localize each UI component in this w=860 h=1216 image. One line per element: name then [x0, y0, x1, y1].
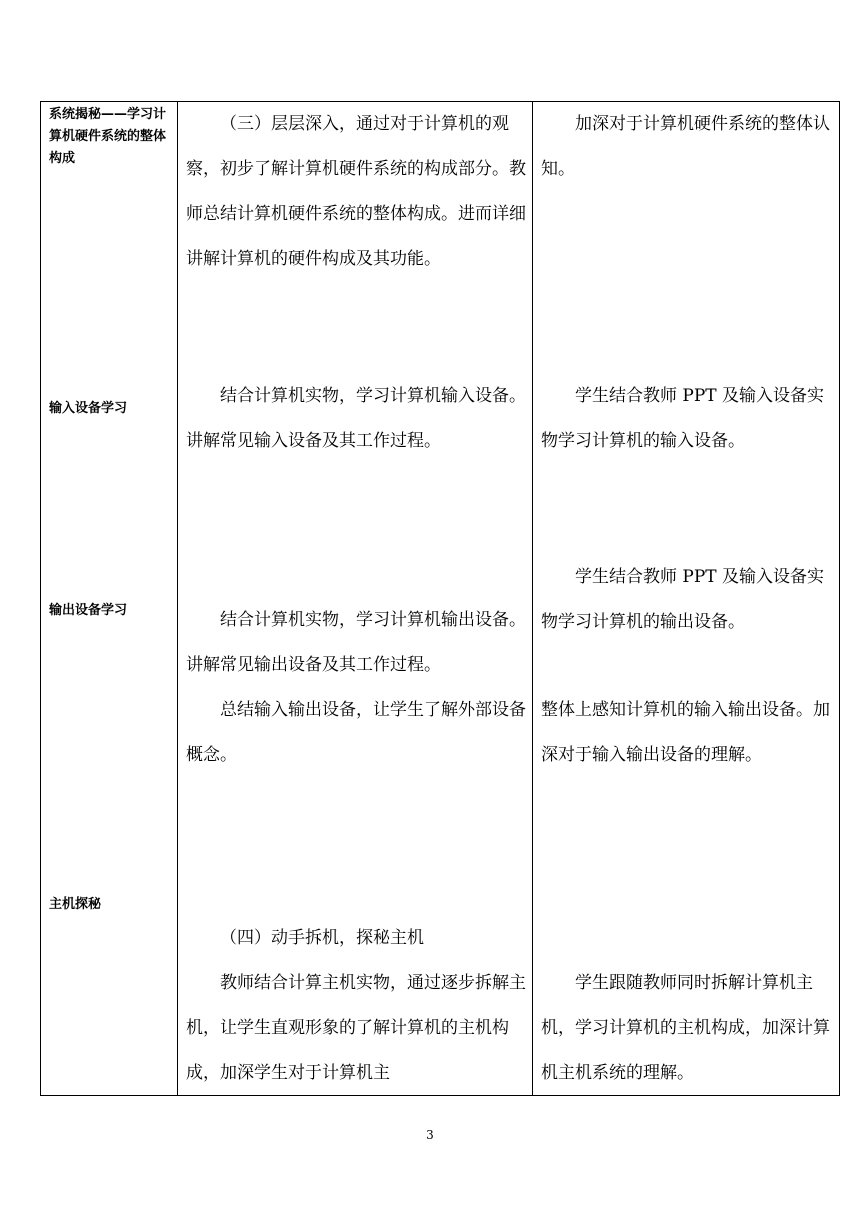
teacher-paragraph: （三）层层深入，通过对于计算机的观察，初步了解计算机硬件系统的构成部分。教师总结计算机硬件系统的整体构成。进而详细讲解计算机的硬件构成及其功能。 — [186, 114, 526, 269]
student-activity — [541, 688, 837, 778]
teacher-activity — [186, 598, 528, 778]
student-activity — [541, 961, 837, 1096]
student-paragraph: 加深对于计算机硬件系统的整体认知。 — [541, 114, 830, 179]
lesson-table — [40, 101, 840, 1096]
teacher-paragraph: 教师结合计算主机实物，通过逐步拆解主机，让学生直观形象的了解计算机的主机构成，加深学生对于计算机主 — [186, 973, 526, 1083]
student-paragraph: 学生结合教师 PPT 及输入设备实物学习计算机的输出设备。 — [541, 567, 825, 632]
student-activity — [541, 555, 837, 645]
teacher-paragraph: 结合计算机实物，学习计算机输入设备。讲解常见输入设备及其工作过程。 — [186, 386, 526, 451]
teacher-activity — [186, 102, 528, 282]
teacher-paragraph: 总结输入输出设备，让学生了解外部设备概念。 — [186, 700, 526, 765]
teacher-activity — [186, 916, 528, 1096]
section-label: 输入设备学习 — [49, 401, 128, 416]
student-activity — [541, 102, 837, 192]
teacher-activity — [186, 374, 528, 464]
teacher-paragraph: （四）动手拆机，探秘主机 — [220, 928, 424, 948]
student-paragraph: 学生结合教师 PPT 及输入设备实物学习计算机的输入设备。 — [541, 386, 825, 451]
column-divider — [177, 102, 178, 1095]
student-paragraph: 学生跟随教师同时拆解计算机主机，学习计算机的主机构成，加深计算机主机系统的理解。 — [541, 973, 830, 1083]
teacher-paragraph: 结合计算机实物，学习计算机输出设备。讲解常见输出设备及其工作过程。 — [186, 610, 526, 675]
page-number: 3 — [426, 1128, 434, 1142]
section-label: 系统揭秘——学习计算机硬件系统的整体构成 — [49, 107, 167, 166]
student-activity — [541, 374, 837, 464]
student-paragraph: 整体上感知计算机的输入输出设备。加深对于输入输出设备的理解。 — [541, 700, 830, 765]
column-divider — [532, 102, 533, 1095]
section-label: 输出设备学习 — [49, 603, 128, 618]
section-label: 主机探秘 — [49, 897, 102, 912]
